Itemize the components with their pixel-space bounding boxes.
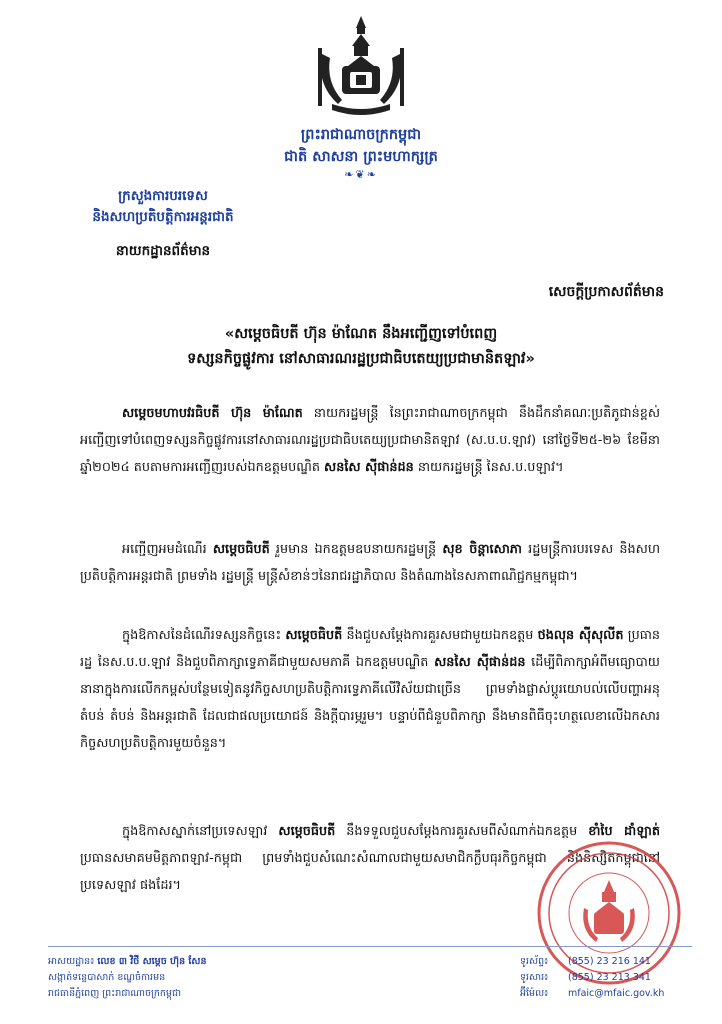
ministry-name bbox=[48, 186, 278, 228]
p2-text-1: អញ្ជើញអមដំណើរ bbox=[122, 542, 213, 557]
p3-text-2: នឹងជួបសម្តែងការគួរសមជាមួយឯកឧត្តម bbox=[342, 628, 538, 643]
p1-bold-name-2: សនសៃ ស៊ីផាន់ដន bbox=[324, 460, 414, 475]
p4-text-2: នឹងទទួលជួបសម្តែងការគួរសមពីសំណាក់ឯកឧត្តម bbox=[335, 824, 589, 839]
address-line-1: លេខ ៣ វិថី សម្តេច ហ៊ុន សែន bbox=[97, 956, 207, 967]
p4-text-1: ក្នុងឱកាសស្នាក់នៅប្រទេសឡាវ bbox=[122, 824, 279, 839]
address-line-2: សង្កាត់ទន្លេបាសាក់ ខណ្ឌចំការមន bbox=[48, 972, 166, 983]
fax-label: ទូរសារ៖ bbox=[520, 972, 549, 983]
p2-text-3: រដ្ឋមន្ត្រីការបរទេស និងសហប្រតិបត្តិការអន្តរជាតិ ព្រមទាំង រដ្ឋមន្ត្រី មន្ត្រីសំខាន់ៗនៃរាជរដ្ឋាភិបាល និងតំណាងនៃសភាពាណិជ្ជកម្មកម្ពុជា។ bbox=[80, 542, 660, 584]
ministry-line-1: ក្រសួងការបរទេស bbox=[118, 188, 208, 204]
footer-address bbox=[48, 954, 207, 1002]
fax-row bbox=[520, 970, 664, 986]
p3-bold-1: សម្តេចធិបតី bbox=[285, 628, 343, 643]
p2-bold-2: សុខ ចិន្តាសោភា bbox=[442, 542, 522, 557]
phone-row bbox=[520, 954, 664, 970]
p2-text-2: រួមមាន ឯកឧត្តមឧបនាយករដ្ឋមន្ត្រី bbox=[269, 542, 443, 557]
p4-bold-2: ខាំបៃ ដាំឡាត់ bbox=[588, 824, 660, 839]
address-line-3: រាជធានីភ្នំពេញ ព្រះរាជាណាចក្រកម្ពុជា bbox=[48, 988, 181, 999]
p3-bold-2: ថងលុន ស៊ីសុលីត bbox=[537, 628, 624, 643]
p3-text-4: ដើម្បីពិភាក្សាអំពីមធ្យោបាយនានាក្នុងការលើកកម្ពស់បន្ថែមទៀតនូវកិច្ចសហប្រតិបត្តិការទ្វេភាគីលើវិស័យជាច្រើន ព្រមទាំងផ្លាស់ប្តូរយោបល់លើបញ្ហាអនុតំបន់ តំបន់ និងអន្តរជាតិ ដែលជាផលប្រយោជន៍ និងក្តីបារម្ភរួម។ បន្ទាប់ពីជំនួបពិភាក្សា នឹងមានពិធីចុះហត្ថលេខាលើឯកសារកិច្ចសហប្រតិបត្តិការមួយចំនួន។ bbox=[80, 655, 660, 751]
p3-text-1: ក្នុងឱកាសនៃដំណើរទស្សនកិច្ចនេះ bbox=[122, 628, 286, 643]
p4-bold-1: សម្តេចធិបតី bbox=[278, 824, 336, 839]
kingdom-name: ព្រះរាជាណាចក្រកម្ពុជា bbox=[300, 127, 422, 143]
department-name: នាយកដ្ឋានព័ត៌មាន bbox=[115, 243, 211, 259]
kingdom-header bbox=[240, 124, 482, 182]
fax-value: (855) 23 213 341 bbox=[568, 972, 651, 983]
p3-bold-3: សនសៃ ស៊ីផាន់ដន bbox=[434, 655, 526, 670]
address-row-1 bbox=[48, 954, 207, 970]
phone-value: (855) 23 216 141 bbox=[568, 956, 651, 967]
p4-text-3: ប្រធានសមាគមមិត្តភាពឡាវ-កម្ពុជា ព្រមទាំងជួបសំណេះសំណាលជាមួយសមាជិកក្លឹបធុរកិច្ចកម្ពុជា និងនិស្សិតកម្ពុជានៅប្រទេសឡាវ ផងដែរ។ bbox=[80, 851, 660, 893]
phone-label: ទូរស័ព្ទ៖ bbox=[520, 956, 549, 967]
p1-text-2: នាយករដ្ឋមន្ត្រី នៃស.ប.បឡាវ។ bbox=[413, 460, 564, 475]
document-type: សេចក្តីប្រកាសព័ត៌មាន bbox=[548, 284, 664, 300]
p3-text-3: ប្រធានរដ្ឋ នៃស.ប.ប.ឡាវ និងជួបពិភាក្សាទ្វេភាគីជាមួយសមភាគី ឯកឧត្តមបណ្ឌិត bbox=[80, 628, 661, 670]
paragraph-1 bbox=[80, 400, 660, 481]
ministry-line-2: និងសហប្រតិបត្តិការអន្តរជាតិ bbox=[92, 209, 234, 225]
footer-contact bbox=[520, 954, 664, 1002]
paragraph-3 bbox=[80, 622, 660, 757]
email-label: អ៊ីម៉ែល៖ bbox=[520, 988, 549, 999]
address-label: អាសយដ្ឋាន៖ bbox=[48, 956, 95, 967]
title-line-2: ទស្សនកិច្ចផ្លូវការ នៅសាធារណរដ្ឋប្រជាធិបតេយ្យប្រជាមានិតឡាវ» bbox=[187, 351, 535, 367]
paragraph-2 bbox=[80, 536, 660, 590]
p1-bold-name: សម្តេចមហាបវរធិបតី ហ៊ុន ម៉ាណែត bbox=[122, 406, 303, 421]
press-release-title bbox=[70, 322, 652, 372]
royal-emblem-icon bbox=[312, 14, 410, 120]
national-motto: ជាតិ សាសនា ព្រះមហាក្សត្រ bbox=[284, 149, 438, 165]
footer-divider bbox=[48, 946, 692, 947]
header-ornament: ❧❦❧ bbox=[344, 168, 378, 181]
title-line-1: «សម្តេចធិបតី ហ៊ុន ម៉ាណែត នឹងអញ្ជើញទៅបំពេញ bbox=[224, 326, 498, 342]
p1-text-1: នាយករដ្ឋមន្ត្រី នៃព្រះរាជាណាចក្រកម្ពុជា នឹងដឹកនាំគណៈប្រតិភូជាន់ខ្ពស់អញ្ជើញទៅបំពេញទស្សនកិច្ចផ្លូវការនៅសាធារណរដ្ឋប្រជាធិបតេយ្យប្រជាមានិតឡាវ (ស.ប.ប.ឡាវ) នៅថ្ងៃទី២៥-២៦ ខែមីនា ឆ្នាំ២០២៤ តបតាមការអញ្ជើញរបស់ឯកឧត្តមបណ្ឌិត bbox=[80, 406, 661, 475]
p2-bold-1: សម្តេចធិបតី bbox=[212, 542, 270, 557]
email-row bbox=[520, 986, 664, 1002]
email-link[interactable]: mfaic@mfaic.gov.kh bbox=[568, 988, 665, 999]
